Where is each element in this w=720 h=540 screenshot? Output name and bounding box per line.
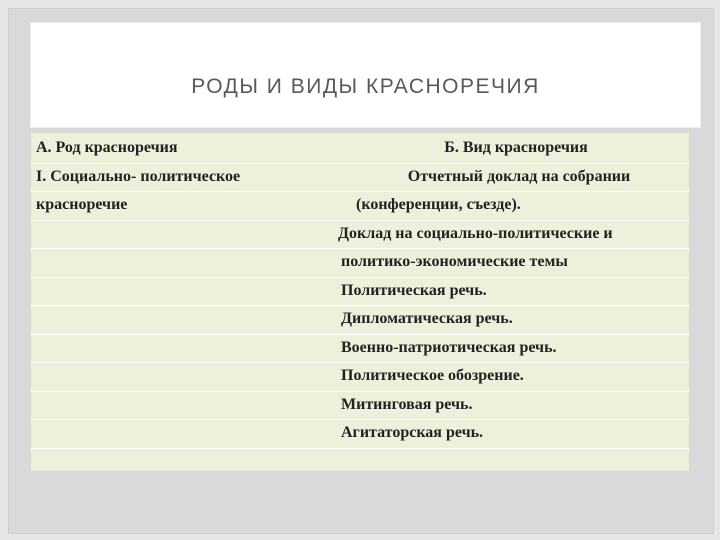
table-row: [31, 363, 689, 392]
table-row: [31, 249, 689, 278]
right-line: Доклад на социально-политические и: [338, 224, 613, 242]
right-line: Военно-патриотическая речь.: [341, 338, 557, 356]
right-line: Агитаторская речь.: [341, 424, 484, 441]
content-table: [30, 132, 690, 472]
right-line: Политическая речь.: [341, 281, 487, 299]
right-line: политико-экономические темы: [341, 253, 568, 270]
title-box: [30, 22, 701, 128]
right-line: Отчетный доклад на собрании: [407, 167, 631, 185]
table-row: [31, 192, 689, 221]
header-right: Б. Вид красноречия: [444, 139, 588, 156]
table-row: [31, 278, 689, 307]
right-line: Дипломатическая речь.: [341, 310, 513, 327]
table-row: [31, 164, 689, 193]
left-line: I. Социально- политическое: [36, 167, 241, 185]
slide-title: РОДЫ И ВИДЫ КРАСНОРЕЧИЯ: [191, 75, 540, 98]
right-line: Митинговая речь.: [341, 395, 473, 413]
table-row: [31, 221, 689, 250]
table-row: [31, 135, 689, 164]
right-line: Политическое обозрение.: [341, 367, 524, 384]
left-line: красноречие: [36, 196, 128, 213]
header-left: А. Род красноречия: [36, 139, 178, 156]
table-row: [31, 392, 689, 421]
table-row: [31, 306, 689, 335]
table-row: [31, 420, 689, 449]
right-line: (конференции, съезде).: [356, 196, 521, 213]
table-row: [31, 335, 689, 364]
